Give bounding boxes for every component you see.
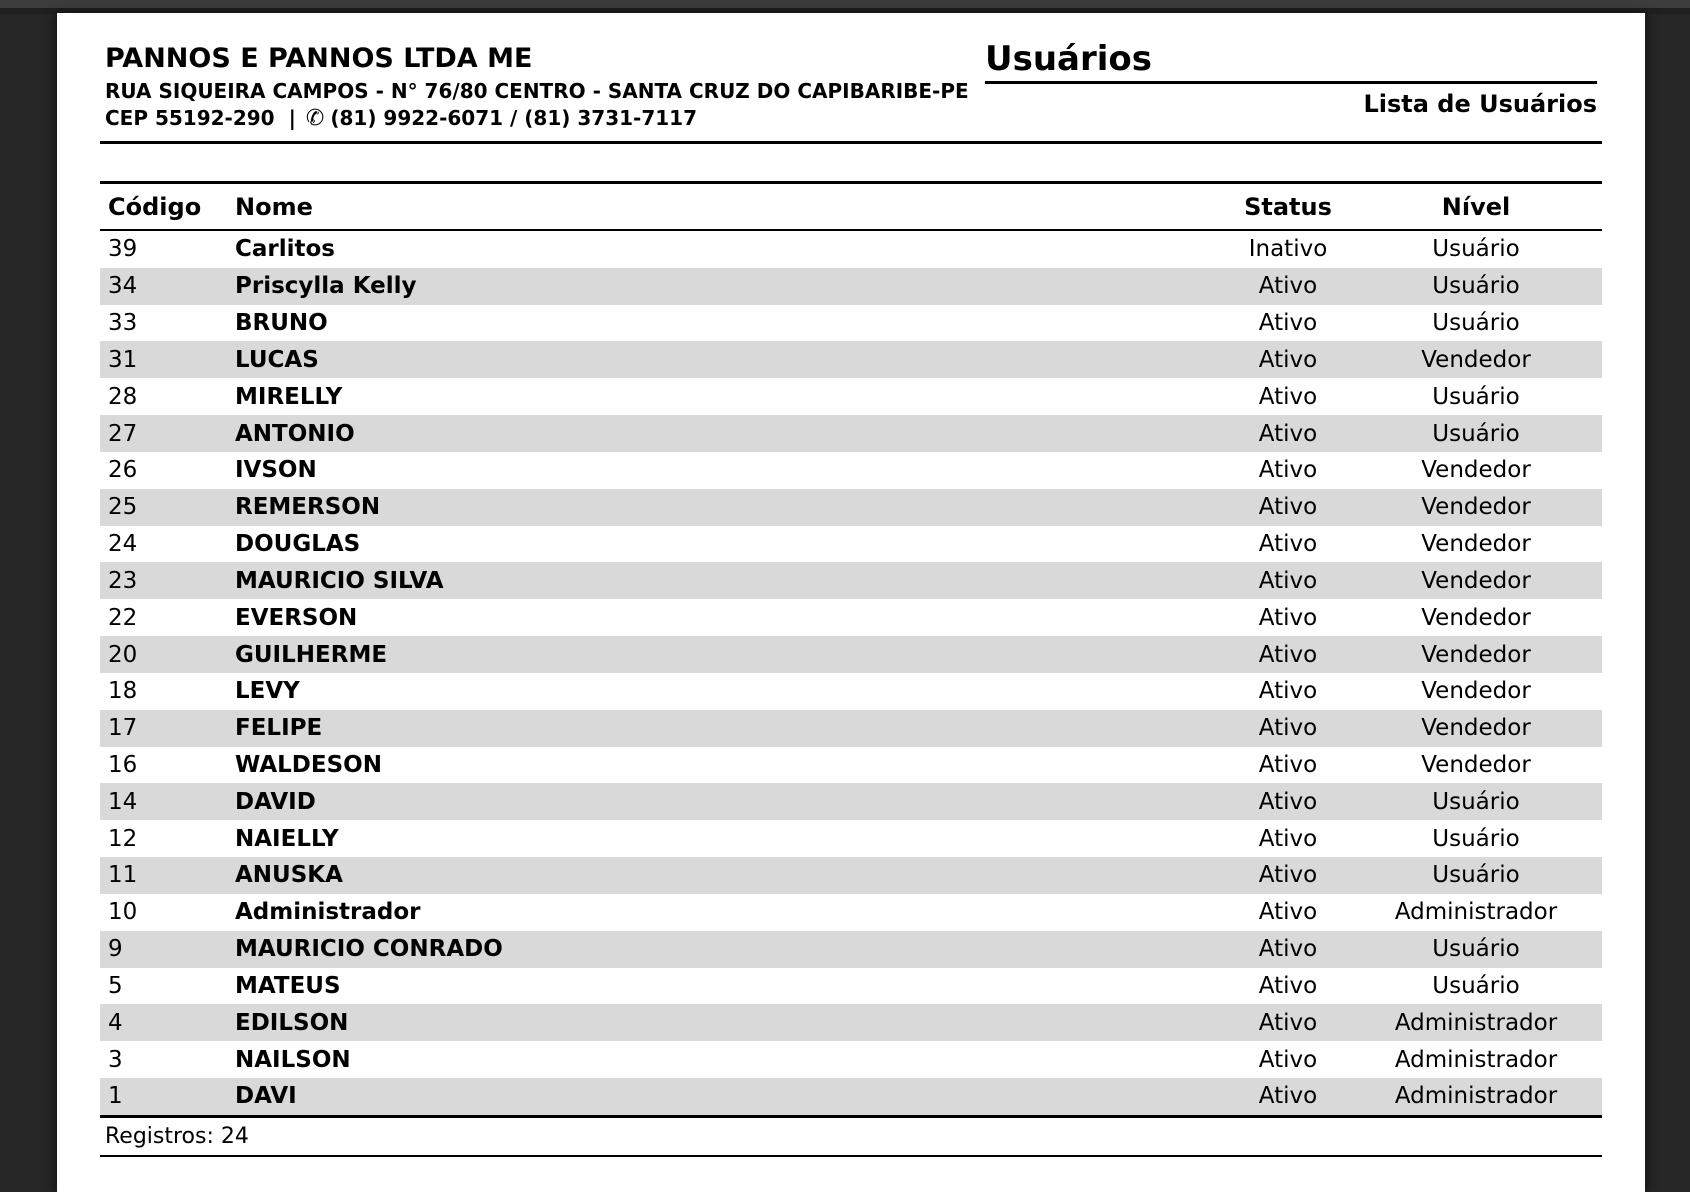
cell-codigo: 16	[108, 752, 138, 778]
page-subtitle: Lista de Usuários	[1363, 90, 1597, 118]
cell-codigo: 33	[108, 310, 138, 337]
cell-nome: WALDESON	[235, 752, 382, 778]
company-address: RUA SIQUEIRA CAMPOS - N° 76/80 CENTRO - SANTA CRUZ DO CAPIBARIBE-PE	[105, 79, 969, 103]
cell-codigo: 12	[108, 825, 138, 852]
cell-nome: DAVI	[235, 1083, 297, 1110]
cell-nome: MATEUS	[235, 972, 341, 999]
cell-nivel: Vendedor	[1421, 531, 1531, 558]
users-table	[100, 141, 1602, 1157]
table-row	[100, 673, 1602, 710]
cell-codigo: 10	[108, 899, 138, 926]
cell-status: Inativo	[1248, 236, 1328, 263]
cell-nivel: Administrador	[1394, 899, 1558, 926]
records-count: Registros: 24	[100, 1118, 1602, 1157]
cell-nivel: Usuário	[1432, 788, 1520, 815]
company-header	[105, 43, 969, 131]
cell-nome: FELIPE	[235, 715, 323, 742]
page-title: Usuários	[985, 37, 1597, 84]
cell-status: Ativo	[1258, 1046, 1318, 1073]
cell-codigo: 39	[108, 236, 138, 263]
cell-codigo: 22	[108, 604, 138, 631]
table-row	[100, 1004, 1602, 1041]
cell-status: Ativo	[1258, 1009, 1318, 1036]
cell-nome: REMERSON	[235, 494, 381, 521]
cell-status: Ativo	[1258, 936, 1318, 963]
table-row	[100, 378, 1602, 415]
table-row	[100, 305, 1602, 342]
cell-nivel: Vendedor	[1421, 567, 1531, 594]
table-row	[100, 599, 1602, 636]
cell-codigo: 24	[108, 531, 138, 558]
cell-codigo: 23	[108, 567, 138, 594]
cell-status: Ativo	[1258, 788, 1318, 815]
cell-nivel: Administrador	[1394, 1009, 1558, 1036]
cell-status: Ativo	[1258, 494, 1318, 521]
cell-codigo: 1	[108, 1083, 123, 1110]
cell-codigo: 31	[108, 346, 138, 373]
cell-status: Ativo	[1258, 604, 1318, 631]
cell-nivel: Usuário	[1432, 383, 1520, 410]
table-row	[100, 857, 1602, 894]
table-row	[100, 747, 1602, 784]
cell-nivel: Administrador	[1394, 1046, 1558, 1073]
cell-codigo: 25	[108, 494, 138, 521]
viewer-topbar	[0, 0, 1690, 14]
cell-nivel: Usuário	[1432, 862, 1520, 889]
table-row	[100, 526, 1602, 563]
cell-nome: MAURICIO CONRADO	[235, 936, 503, 963]
table-row	[100, 489, 1602, 526]
cell-nome: Administrador	[235, 899, 421, 926]
cell-nivel: Vendedor	[1421, 457, 1531, 484]
cell-codigo: 17	[108, 715, 138, 742]
cell-codigo: 18	[108, 678, 138, 705]
table-row	[100, 820, 1602, 857]
cell-codigo: 3	[108, 1046, 123, 1073]
cell-nome: MIRELLY	[235, 383, 343, 410]
column-header-codigo: Código	[108, 192, 202, 221]
cell-nome: EVERSON	[235, 604, 358, 631]
cell-nivel: Usuário	[1432, 936, 1520, 963]
table-row	[100, 636, 1602, 673]
table-body	[100, 231, 1602, 1118]
cell-nivel: Usuário	[1432, 825, 1520, 852]
cell-codigo: 27	[108, 420, 138, 447]
cell-nivel: Vendedor	[1421, 494, 1531, 521]
cell-nome: GUILHERME	[235, 641, 388, 668]
column-header-status: Status	[1244, 192, 1332, 221]
cell-nome: MAURICIO SILVA	[235, 567, 444, 594]
cell-status: Ativo	[1258, 383, 1318, 410]
cell-nome: LUCAS	[235, 346, 319, 373]
table-row	[100, 268, 1602, 305]
cell-codigo: 4	[108, 1009, 123, 1036]
cell-status: Ativo	[1258, 420, 1318, 447]
cell-status: Ativo	[1258, 457, 1318, 484]
cell-status: Ativo	[1258, 678, 1318, 705]
company-cep: CEP 55192-290	[105, 106, 275, 130]
cell-codigo: 28	[108, 383, 138, 410]
cell-codigo: 26	[108, 457, 138, 484]
cell-status: Ativo	[1258, 752, 1318, 778]
column-header-nome: Nome	[235, 192, 313, 221]
table-header-row	[100, 181, 1602, 231]
cell-nivel: Vendedor	[1421, 678, 1531, 705]
separator: |	[288, 106, 296, 130]
cell-codigo: 11	[108, 862, 138, 889]
cell-nivel: Vendedor	[1421, 641, 1531, 668]
cell-codigo: 14	[108, 788, 138, 815]
cell-nivel: Vendedor	[1421, 715, 1531, 742]
cell-status: Ativo	[1258, 1083, 1318, 1110]
table-row	[100, 562, 1602, 599]
cell-nome: LEVY	[235, 678, 300, 705]
cell-status: Ativo	[1258, 715, 1318, 742]
table-top-rule	[100, 141, 1602, 181]
table-row	[100, 452, 1602, 489]
table-row	[100, 710, 1602, 747]
cell-nome: NAILSON	[235, 1046, 351, 1073]
cell-nivel: Vendedor	[1421, 346, 1531, 373]
cell-status: Ativo	[1258, 641, 1318, 668]
company-name: PANNOS E PANNOS LTDA ME	[105, 43, 533, 74]
table-row	[100, 1041, 1602, 1078]
table-row	[100, 1078, 1602, 1115]
cell-status: Ativo	[1258, 346, 1318, 373]
cell-status: Ativo	[1258, 273, 1318, 300]
cell-nivel: Usuário	[1432, 420, 1520, 447]
cell-nome: DOUGLAS	[235, 531, 361, 558]
cell-status: Ativo	[1258, 972, 1318, 999]
cell-status: Ativo	[1258, 899, 1318, 926]
table-row	[100, 931, 1602, 968]
cell-codigo: 34	[108, 273, 138, 300]
cell-nome: ANTONIO	[235, 420, 355, 447]
cell-nome: DAVID	[235, 788, 316, 815]
cell-status: Ativo	[1258, 531, 1318, 558]
cell-nivel: Usuário	[1432, 310, 1520, 337]
cell-nivel: Usuário	[1432, 972, 1520, 999]
table-row	[100, 231, 1602, 268]
cell-codigo: 20	[108, 641, 138, 668]
cell-nivel: Vendedor	[1421, 604, 1531, 631]
cell-status: Ativo	[1258, 862, 1318, 889]
cell-nivel: Usuário	[1432, 236, 1520, 263]
table-row	[100, 415, 1602, 452]
cell-nivel: Administrador	[1394, 1083, 1558, 1110]
cell-status: Ativo	[1258, 825, 1318, 852]
cell-nome: Carlitos	[235, 236, 335, 263]
cell-nivel: Vendedor	[1421, 752, 1531, 778]
table-row	[100, 783, 1602, 820]
cell-codigo: 9	[108, 936, 123, 963]
telephone-icon: ✆	[305, 106, 325, 131]
table-row	[100, 894, 1602, 931]
cell-nome: Priscylla Kelly	[235, 273, 417, 300]
table-row	[100, 341, 1602, 378]
column-header-nivel: Nível	[1441, 192, 1511, 221]
company-phones: (81) 9922-6071 / (81) 3731-7117	[330, 106, 697, 130]
cell-nome: EDILSON	[235, 1009, 349, 1036]
cell-status: Ativo	[1258, 567, 1318, 594]
company-contact	[105, 106, 969, 131]
report-page	[57, 13, 1645, 1192]
cell-nome: ANUSKA	[235, 862, 343, 889]
table-row	[100, 968, 1602, 1005]
cell-nome: NAIELLY	[235, 825, 339, 852]
cell-nivel: Usuário	[1432, 273, 1520, 300]
cell-nome: IVSON	[235, 457, 317, 484]
cell-codigo: 5	[108, 972, 123, 999]
cell-status: Ativo	[1258, 310, 1318, 337]
cell-nome: BRUNO	[235, 310, 328, 337]
